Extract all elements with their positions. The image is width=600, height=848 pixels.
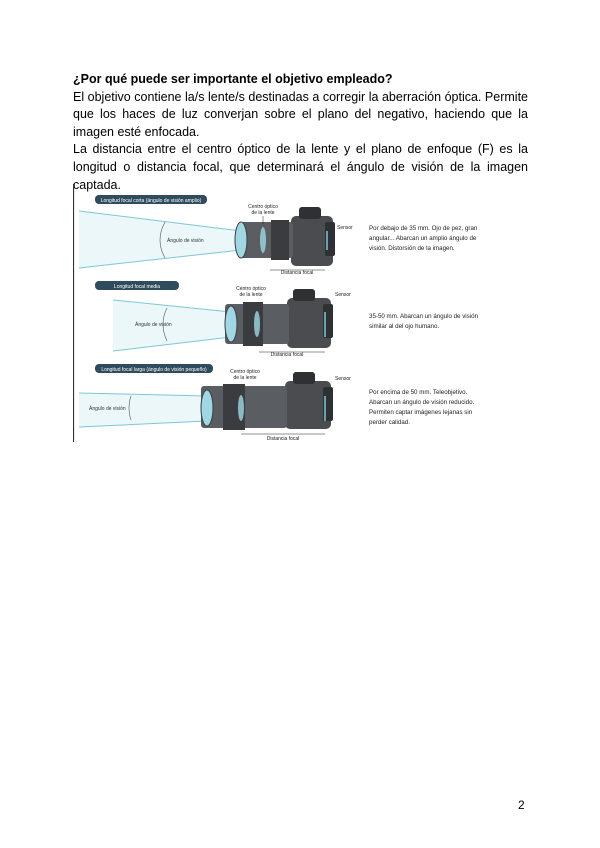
row-short-focal — [79, 195, 479, 276]
paragraph-focal-distance: La distancia entre el centro óptico de la lente y el plano de enfoque (F) es la longitud o distancia focal, que determinará el ángulo de visión de la imagen captada. — [73, 142, 528, 192]
focal-length-figure — [73, 184, 529, 442]
optical-center-label: de la lente — [239, 292, 263, 298]
sensor-label: Sensor — [335, 376, 351, 382]
optical-center-label: Centro óptico — [230, 369, 260, 375]
lens-element — [254, 311, 260, 337]
row-description: Por encima de 50 mm. Teleobjetivo. Abarcan un ángulo de visión reducido. Permiten captar imágenes lejanas sin perder calidad. — [369, 389, 475, 426]
row-description: Por debajo de 35 mm. Ojo de pez, gran angular... Abarcan un amplio ángulo de visión. Distorsión de la imagen. — [369, 225, 478, 252]
camera-prism — [299, 207, 321, 219]
optical-center-label: de la lente — [251, 210, 275, 216]
angle-label: Ángulo de visión — [89, 406, 126, 412]
optical-center-label: de la lente — [233, 375, 257, 381]
lens-element — [238, 395, 244, 421]
sensor-label: Sensor — [335, 292, 351, 298]
focal-distance-label: Distancia focal — [280, 270, 314, 276]
paragraph-objective: El objetivo contiene la/s lente/s destinadas a corregir la aberración óptica. Permite que los haces de luz converjan sobre el plano del negativo, haciendo que la imagen esté enfocada. — [73, 89, 528, 139]
focal-distance-label: Distancia focal — [270, 352, 304, 358]
angle-label: Ángulo de visión — [135, 322, 172, 328]
camera-prism — [293, 372, 315, 384]
row-tag-label: Longitud focal media — [113, 283, 161, 290]
lens-ring — [271, 220, 289, 260]
sensor-label: Sensor — [337, 225, 353, 231]
row-medium-focal — [95, 281, 480, 358]
row-tag-label: Longitud focal corta (ángulo de visión amplio) — [100, 197, 202, 204]
lens-element — [235, 222, 247, 258]
optical-center-label: Centro óptico — [248, 204, 278, 210]
page-number: 2 — [518, 798, 525, 812]
row-description: 35-50 mm. Abarcan un ángulo de visión similar al del ojo humano. — [369, 313, 479, 330]
optical-center-label: Centro óptico — [236, 286, 266, 292]
lens-element — [260, 227, 266, 253]
row-long-focal — [79, 364, 476, 442]
row-tag-label: Longitud focal larga (ángulo de visión pequeño) — [101, 366, 207, 373]
document-body — [73, 71, 528, 194]
camera-prism — [293, 289, 315, 301]
section-heading: ¿Por qué puede ser importante el objetivo empleado? — [73, 72, 393, 86]
angle-label: Ángulo de visión — [167, 238, 204, 244]
lens-element — [225, 306, 237, 342]
view-cone — [113, 300, 231, 351]
focal-distance-label: Distancia focal — [266, 436, 300, 442]
lens-element — [201, 390, 213, 426]
